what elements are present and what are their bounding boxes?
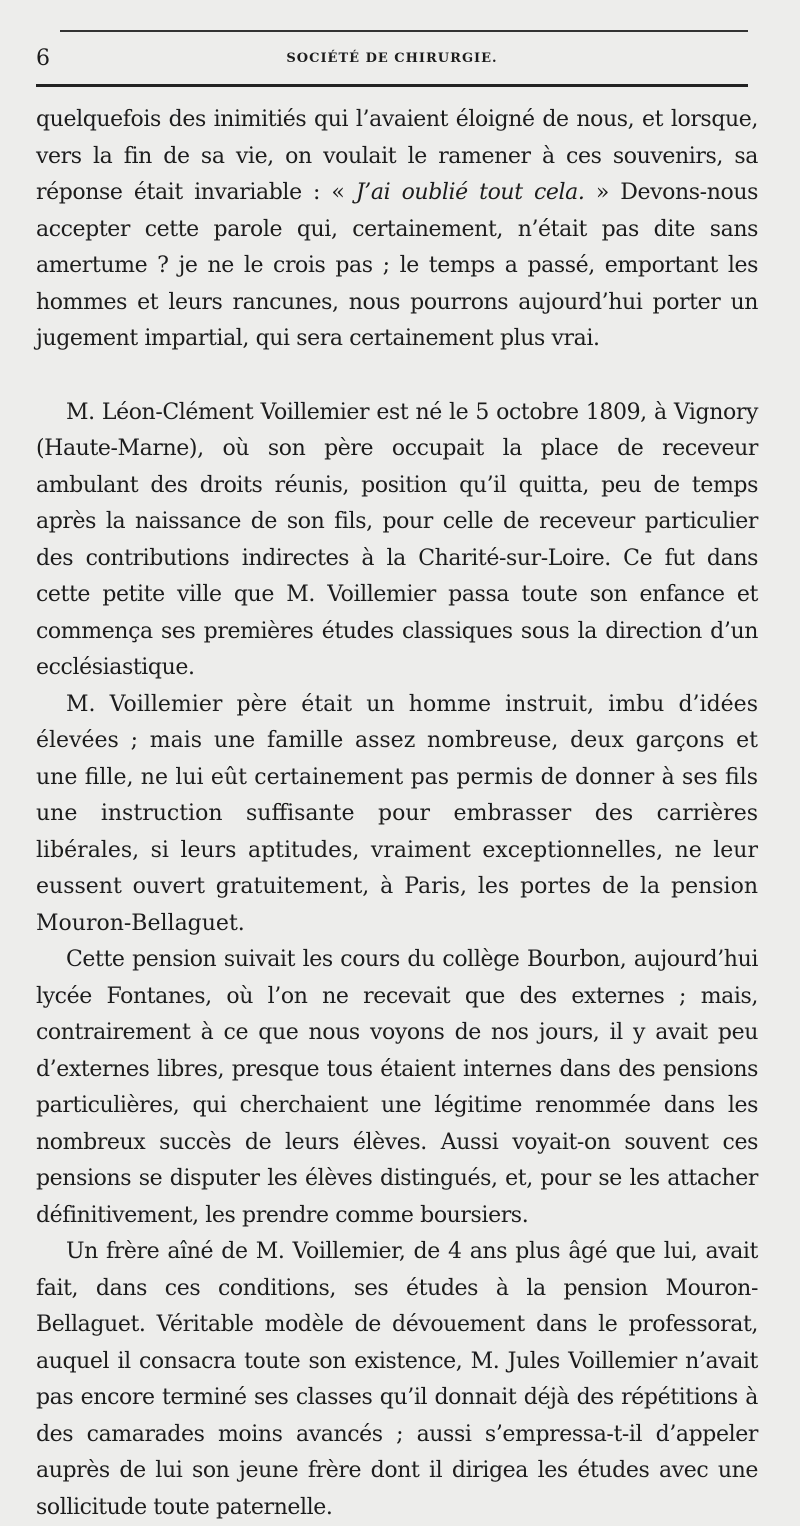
paragraph-5: Un frère aîné de M. Voillemier, de 4 ans plus âgé que lui, avait fait, dans ces conditions, ses études à la pension Mouron-Bellaguet. Véritable modèle de dévouement dans le professorat, auquel il consacra toute son existence, M. Jules Voillemier n’avait pas encore terminé ses classes qu’il donnait déjà des répétitions à des camarades moins avancés ; aussi s’empressa-t-il d’appeler auprès de lui son jeune frère dont il dirigea les études avec une sollicitude toute paternelle. — [36, 1239, 758, 1520]
paragraph-4: Cette pension suivait les cours du collège Bourbon, aujourd’hui lycée Fontanes, où l’on ne recevait que des externes ; mais, contrairement à ce que nous voyons de nos jours, il y avait peu d’externes libres, presque tous étaient internes dans des pensions particulières, qui cherchaient une légitime renommée dans les nombreux succès de leurs élèves. Aussi voyait-on souvent ces pensions se disputer les élèves distingués, et, pour se les attacher définitivement, les prendre comme boursiers. — [36, 947, 758, 1228]
body-text — [36, 102, 758, 1526]
running-title: SOCIÉTÉ DE CHIRURGIE. — [286, 51, 498, 66]
header-top-rule — [60, 30, 748, 32]
page-header — [36, 44, 748, 74]
paragraph-3: M. Voillemier père était un homme instruit, imbu d’idées élevées ; mais une famille assez nombreuse, deux garçons et une fille, ne lui eût certainement pas permis de donner à ses fils une instruction suffisante pour embrasser des carrières libérales, si leurs aptitudes, vraiment exceptionnelles, ne leur eussent ouvert gratuitement, à Paris, les portes de la pension Mouron-Bellaguet. — [36, 691, 758, 936]
paragraph-1 — [36, 102, 758, 358]
header-bottom-rule — [36, 84, 748, 87]
paragraph-2: M. Léon-Clément Voillemier est né le 5 octobre 1809, à Vignory (Haute-Marne), où son père occupait la place de receveur ambulant des droits réunis, position qu’il quitta, peu de temps après la naissance de son fils, pour celle de receveur particulier des contributions indirectes à la Charité-sur-Loire. Ce fut dans cette petite ville que M. Voillemier passa toute son enfance et commença ses premières études classiques sous la direction d’un ecclésiastique. — [36, 399, 758, 680]
page-number: 6 — [36, 46, 50, 71]
paragraph-1-after-quote: » Devons-nous accepter cette parole qui, certainement, n’était pas dite sans amertume ? je ne le crois pas ; le temps a passé, emportant les hommes et leurs rancunes, nous pourrons aujourd’hui porter un jugement impartial, qui sera certainement plus vrai. — [36, 180, 758, 351]
paragraph-1-before-quote: quelquefois des inimitiés qui l’avaient éloigné de nous, et lorsque, vers la fin de sa vie, on voulait le ramener à ces souvenirs, sa réponse était invariable : « — [36, 107, 758, 205]
paragraph-1-quote: J’ai oublié tout cela. — [355, 180, 585, 205]
